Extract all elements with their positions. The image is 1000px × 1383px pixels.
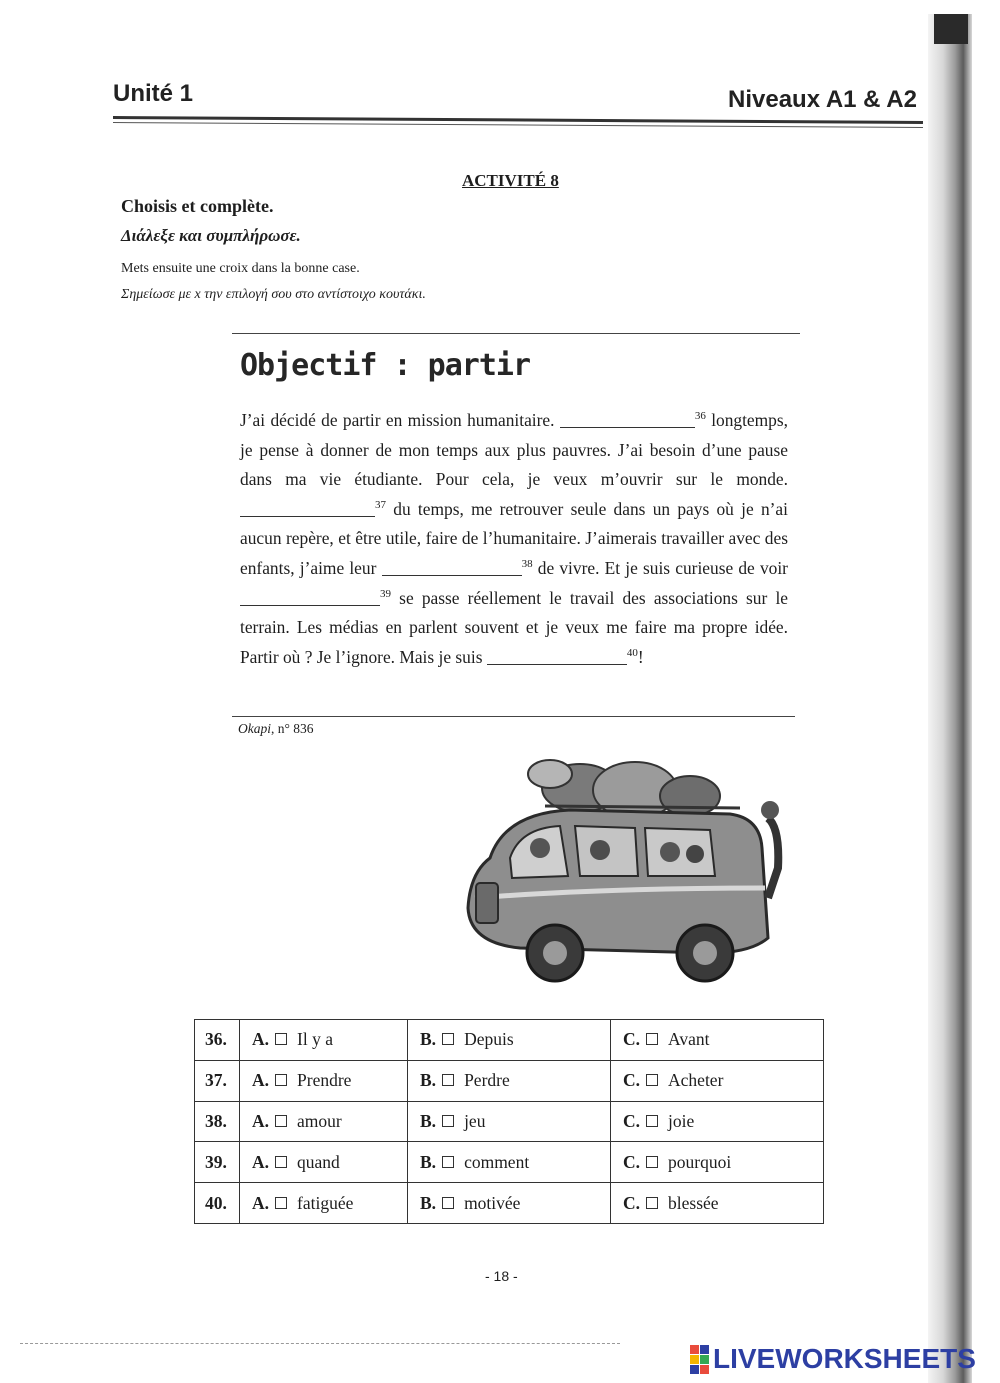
sub-instruction-french: Mets ensuite une croix dans la bonne case.	[121, 261, 360, 276]
checkbox[interactable]	[275, 1033, 287, 1045]
checkbox[interactable]	[275, 1115, 287, 1127]
passage-segment: du temps, me retrouver seule dans un pays où je n’ai aucun repère, et être utile, faire de l’humanitaire. J’aimerais travailler avec des enfants, j’aime leur	[240, 498, 788, 578]
liveworksheets-logo[interactable]	[690, 1343, 976, 1375]
passage-source	[238, 721, 314, 737]
option-letter: C.	[623, 1110, 641, 1131]
checkbox[interactable]	[442, 1033, 454, 1045]
option-text: comment	[464, 1151, 530, 1172]
option-a-cell	[240, 1020, 408, 1061]
option-text: quand	[297, 1151, 340, 1172]
option-text: Depuis	[464, 1029, 514, 1050]
option-letter: B.	[420, 1070, 437, 1091]
option-letter: A.	[252, 1151, 270, 1172]
logo-grid-icon	[690, 1345, 709, 1374]
option-letter: A.	[252, 1192, 270, 1213]
checkbox[interactable]	[442, 1115, 454, 1127]
source-magazine: Okapi	[238, 721, 271, 736]
option-text: Il y a	[297, 1029, 333, 1050]
option-a-cell	[240, 1060, 408, 1101]
answer-row	[195, 1020, 824, 1061]
option-text: jeu	[464, 1110, 486, 1131]
page-binding-shadow	[928, 14, 972, 1383]
answers-table	[194, 1019, 824, 1224]
option-c-cell	[611, 1183, 824, 1224]
passage-segment: J’ai décidé de partir en mission humanitaire.	[240, 410, 555, 430]
option-c-cell	[611, 1142, 824, 1183]
option-letter: C.	[623, 1070, 641, 1091]
option-c-cell	[611, 1020, 824, 1061]
option-text: amour	[297, 1110, 342, 1131]
option-a-cell	[240, 1142, 408, 1183]
logo-text: LIVEWORKSHEETS	[713, 1343, 976, 1374]
option-a-cell	[240, 1101, 408, 1142]
option-c-cell	[611, 1060, 824, 1101]
checkbox[interactable]	[442, 1074, 454, 1086]
option-text: Avant	[668, 1029, 710, 1050]
checkbox[interactable]	[442, 1197, 454, 1209]
option-letter: C.	[623, 1192, 641, 1213]
answer-row	[195, 1183, 824, 1224]
option-text: blessée	[668, 1192, 719, 1213]
option-letter: B.	[420, 1192, 437, 1213]
unit-title: Unité 1	[113, 80, 194, 107]
instruction-french: Choisis et complète.	[121, 196, 274, 216]
checkbox[interactable]	[646, 1033, 658, 1045]
question-number: 40.	[195, 1183, 240, 1224]
option-b-cell	[408, 1142, 611, 1183]
option-letter: B.	[420, 1110, 437, 1131]
question-number: 37.	[195, 1060, 240, 1101]
option-b-cell	[408, 1183, 611, 1224]
option-letter: B.	[420, 1029, 437, 1050]
option-b-cell	[408, 1060, 611, 1101]
passage-segment: se passe réellement le travail des associations sur le terrain. Les médias en parlent souvent et je veux me faire ma propre idée. Partir où ? Je l’ignore. Mais je suis	[240, 587, 788, 667]
blank-38[interactable]	[382, 558, 522, 576]
blank-40[interactable]	[487, 647, 627, 665]
option-text: Perdre	[464, 1070, 510, 1091]
option-text: joie	[668, 1110, 695, 1131]
passage-segment: de vivre. Et je suis curieuse de voir	[537, 557, 788, 578]
sub-instruction-greek: Σημείωσε με x την επιλογή σου στο αντίστοιχο κουτάκι.	[121, 287, 426, 302]
level-title: Niveaux A1 & A2	[728, 86, 917, 113]
answer-row	[195, 1142, 824, 1183]
blank-ref-38: 38	[521, 558, 533, 571]
passage-segment: longtemps, je pense à donner de mon temps aux plus pauvres. J’ai besoin d’une pause dans ma vie étudiante. Pour cela, je veux m’ouvrir sur le monde.	[240, 410, 788, 490]
passage-bottom-rule	[232, 716, 795, 717]
question-number: 36.	[195, 1020, 240, 1061]
option-letter: A.	[252, 1070, 270, 1091]
checkbox[interactable]	[275, 1074, 287, 1086]
answer-row	[195, 1101, 824, 1142]
option-letter: A.	[252, 1029, 270, 1050]
checkbox[interactable]	[646, 1197, 658, 1209]
blank-ref-40: 40	[626, 646, 638, 659]
option-a-cell	[240, 1183, 408, 1224]
option-text: fatiguée	[297, 1192, 354, 1213]
option-letter: A.	[252, 1110, 270, 1131]
instruction-greek: Διάλεξε και συμπλήρωσε.	[121, 226, 301, 245]
footer-rule	[20, 1343, 620, 1345]
question-number: 38.	[195, 1101, 240, 1142]
passage-top-rule	[232, 333, 800, 334]
checkbox[interactable]	[646, 1115, 658, 1127]
option-text: Prendre	[297, 1070, 352, 1091]
activity-title: ACTIVITÉ 8	[462, 171, 559, 190]
option-b-cell	[408, 1101, 611, 1142]
checkbox[interactable]	[275, 1197, 287, 1209]
option-text: pourquoi	[668, 1151, 732, 1172]
page-number: - 18 -	[485, 1268, 518, 1284]
option-letter: C.	[623, 1029, 641, 1050]
option-letter: B.	[420, 1151, 437, 1172]
blank-39[interactable]	[240, 588, 380, 606]
option-c-cell	[611, 1101, 824, 1142]
option-letter: C.	[623, 1151, 641, 1172]
blank-37[interactable]	[240, 499, 375, 517]
blank-ref-37: 37	[375, 498, 386, 511]
option-text: motivée	[464, 1192, 521, 1213]
blank-36[interactable]	[560, 410, 695, 428]
passage-segment: !	[637, 646, 644, 667]
blank-ref-39: 39	[380, 587, 391, 600]
checkbox[interactable]	[442, 1156, 454, 1168]
option-b-cell	[408, 1020, 611, 1061]
answer-row	[195, 1060, 824, 1101]
option-text: Acheter	[668, 1070, 724, 1091]
blank-ref-36: 36	[694, 410, 706, 423]
checkbox[interactable]	[275, 1156, 287, 1168]
van-illustration	[450, 748, 800, 998]
source-issue: , n° 836	[271, 721, 314, 736]
question-number: 39.	[195, 1142, 240, 1183]
binding-clip	[934, 14, 968, 44]
checkbox[interactable]	[646, 1156, 658, 1168]
checkbox[interactable]	[646, 1074, 658, 1086]
passage-title: Objectif : partir	[240, 348, 531, 383]
passage-text	[240, 406, 788, 672]
